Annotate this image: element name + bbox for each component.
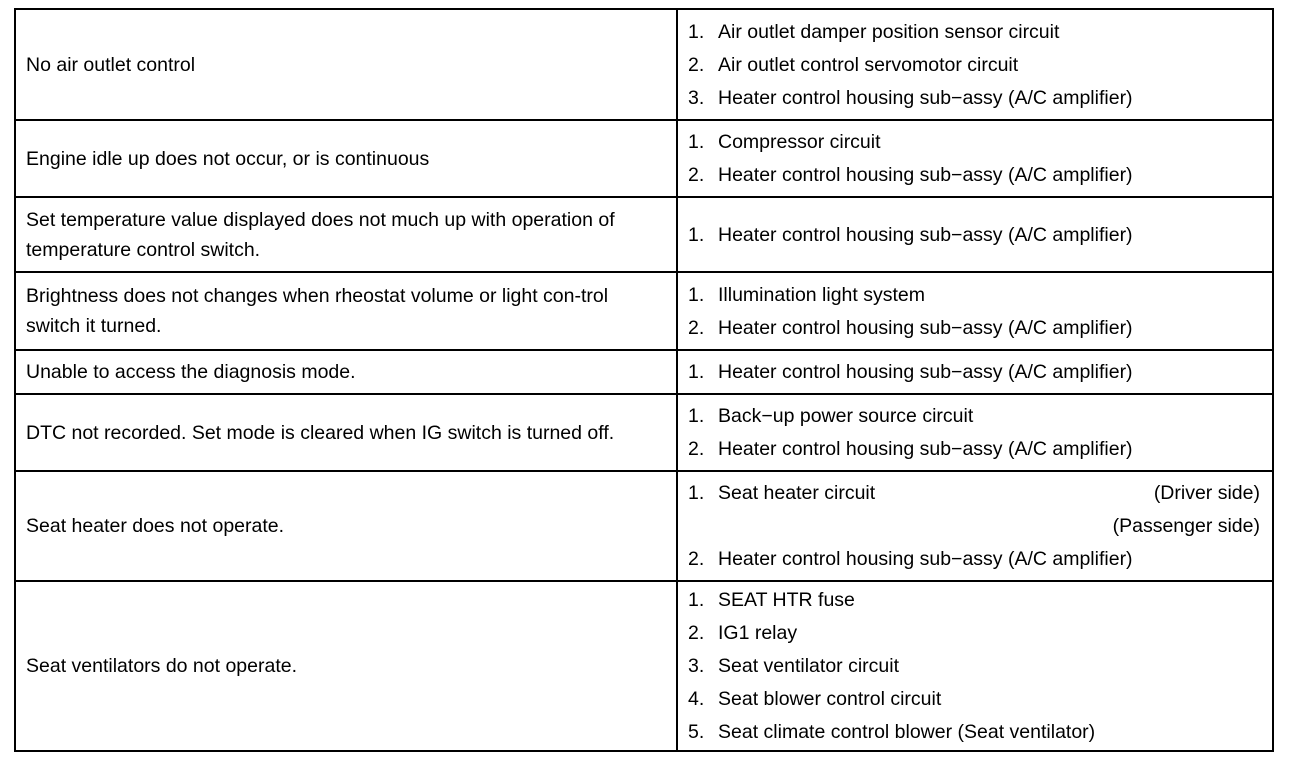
cause-number: 1. bbox=[688, 131, 705, 153]
cause-item bbox=[688, 218, 1260, 251]
table-row bbox=[15, 471, 1273, 581]
suspected-area-cell bbox=[677, 9, 1273, 120]
cause-number: 4. bbox=[688, 688, 705, 710]
cause-text: Illumination light system bbox=[718, 283, 925, 306]
suspected-area-cell bbox=[677, 350, 1273, 394]
symptom-cell bbox=[15, 471, 677, 581]
symptom-cell bbox=[15, 9, 677, 120]
suspected-area-cell bbox=[677, 394, 1273, 471]
cause-item bbox=[688, 48, 1260, 81]
table-row bbox=[15, 272, 1273, 350]
cause-item bbox=[688, 650, 1260, 683]
suspected-area-cell bbox=[677, 471, 1273, 581]
cause-text: Heater control housing sub−assy (A/C amplifier) bbox=[718, 548, 1133, 570]
cause-number: 3. bbox=[688, 655, 705, 677]
cause-item bbox=[688, 357, 1260, 387]
cause-text: Heater control housing sub−assy (A/C amplifier) bbox=[718, 361, 1133, 383]
symptom-cell bbox=[15, 120, 677, 197]
cause-text: Compressor circuit bbox=[718, 131, 881, 153]
cause-number: 2. bbox=[688, 53, 705, 76]
cause-text: Air outlet damper position sensor circuit bbox=[718, 20, 1060, 43]
symptom-cell bbox=[15, 350, 677, 394]
cause-number: 5. bbox=[688, 721, 705, 743]
cause-item bbox=[688, 477, 1260, 510]
symptom-text: Unable to access the diagnosis mode. bbox=[26, 361, 356, 383]
cause-text: Back−up power source circuit bbox=[718, 405, 974, 427]
cause-number: 1. bbox=[688, 283, 705, 306]
cause-text: Seat heater circuit bbox=[718, 482, 876, 504]
table-row bbox=[15, 581, 1273, 751]
cause-item bbox=[688, 15, 1260, 48]
symptom-text: Brightness does not changes when rheostat volume or light con-trol switch it turned. bbox=[26, 285, 609, 337]
cause-text: Heater control housing sub−assy (A/C amplifier) bbox=[718, 438, 1133, 460]
cause-item bbox=[688, 433, 1260, 466]
table-row bbox=[15, 9, 1273, 120]
symptom-text: DTC not recorded. Set mode is cleared when IG switch is turned off. bbox=[26, 421, 615, 444]
cause-text: Heater control housing sub−assy (A/C amplifier) bbox=[718, 164, 1133, 186]
cause-text: IG1 relay bbox=[718, 622, 798, 644]
cause-number: 1. bbox=[688, 223, 705, 246]
cause-item bbox=[688, 81, 1260, 114]
symptom-text: Seat ventilators do not operate. bbox=[26, 655, 298, 677]
cause-number: 2. bbox=[688, 438, 705, 460]
symptom-text: Engine idle up does not occur, or is continuous bbox=[26, 147, 430, 170]
cause-text: Seat ventilator circuit bbox=[718, 655, 899, 677]
symptom-text: Set temperature value displayed does not much up with operation of temperature control switch. bbox=[26, 208, 615, 261]
cause-number: 1. bbox=[688, 20, 705, 43]
cause-number: 2. bbox=[688, 622, 705, 644]
cause-number: 1. bbox=[688, 482, 705, 504]
cause-number: 2. bbox=[688, 164, 705, 186]
cause-side-note: (Driver side) bbox=[1153, 482, 1260, 504]
suspected-area-cell bbox=[677, 197, 1273, 272]
table-row bbox=[15, 350, 1273, 394]
cause-item bbox=[688, 584, 1260, 617]
symptom-cell bbox=[15, 394, 677, 471]
cause-item bbox=[688, 159, 1260, 192]
cause-item bbox=[688, 510, 1260, 543]
cause-text: Heater control housing sub−assy (A/C amplifier) bbox=[718, 223, 1133, 246]
cause-text: Seat climate control blower (Seat ventilator) bbox=[718, 721, 1096, 743]
cause-item bbox=[688, 126, 1260, 159]
symptom-cell bbox=[15, 272, 677, 350]
table-row bbox=[15, 394, 1273, 471]
table-row bbox=[15, 197, 1273, 272]
cause-item bbox=[688, 716, 1260, 749]
suspected-area-cell bbox=[677, 120, 1273, 197]
cause-text: Seat blower control circuit bbox=[718, 688, 942, 710]
suspected-area-cell bbox=[677, 272, 1273, 350]
cause-number: 3. bbox=[688, 86, 705, 109]
cause-item bbox=[688, 400, 1260, 433]
cause-text: Air outlet control servomotor circuit bbox=[718, 53, 1019, 76]
cause-item bbox=[688, 543, 1260, 576]
table-row bbox=[15, 120, 1273, 197]
cause-text: Heater control housing sub−assy (A/C amplifier) bbox=[718, 86, 1133, 109]
cause-number: 1. bbox=[688, 361, 705, 383]
cause-item bbox=[688, 617, 1260, 650]
symptom-text: Seat heater does not operate. bbox=[26, 515, 285, 537]
problem-symptoms-table bbox=[14, 8, 1274, 752]
cause-number: 1. bbox=[688, 405, 705, 427]
symptom-cell bbox=[15, 197, 677, 272]
symptom-text: No air outlet control bbox=[26, 53, 196, 76]
cause-item bbox=[688, 311, 1260, 344]
cause-item bbox=[688, 683, 1260, 716]
cause-number: 2. bbox=[688, 548, 705, 570]
cause-side-note: (Passenger side) bbox=[1112, 515, 1260, 537]
cause-text: SEAT HTR fuse bbox=[718, 589, 855, 611]
cause-number: 2. bbox=[688, 316, 705, 339]
cause-number: 1. bbox=[688, 589, 705, 611]
cause-text: Heater control housing sub−assy (A/C amplifier) bbox=[718, 316, 1133, 339]
symptom-cell bbox=[15, 581, 677, 751]
cause-item bbox=[688, 278, 1260, 311]
suspected-area-cell bbox=[677, 581, 1273, 751]
